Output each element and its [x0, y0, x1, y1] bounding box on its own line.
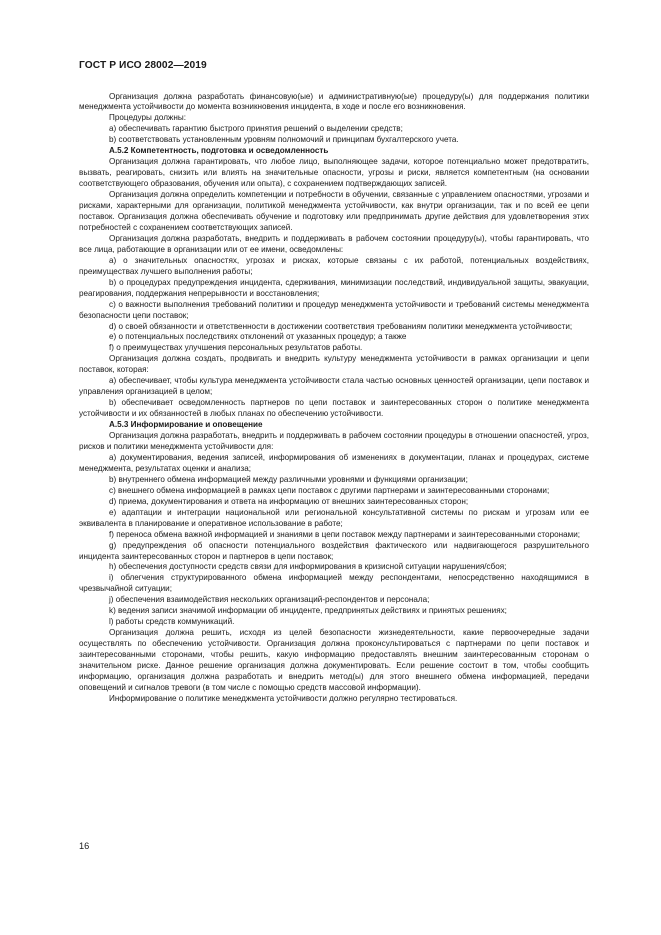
paragraph: Информирование о политике менеджмента устойчивости должно регулярно тестироваться.	[109, 693, 458, 703]
paragraph: a) обеспечивать гарантию быстрого принятия решений о выделении средств;	[109, 124, 403, 134]
paragraph: a) документирования, ведения записей, информирования об изменениях в документации, планах и процедурах, системе менеджмента, результатах оценки и анализа;	[79, 452, 589, 473]
paragraph: Организация должна разработать, внедрить и поддерживать в рабочем состоянии процедуру(ы), чтобы гарантировать, что все лица, работающие в организации или от ее имени, осведомлены:	[79, 233, 589, 254]
paragraph: Организация должна решить, исходя из целей безопасности жизнедеятельности, какие первоочередные задачи осуществлять по обеспечению устойчивости. Организация должна проконсультироваться с партнерами по цепи поставок и заинтересованными сторонами, чтобы решить, какую информацию предоставлять внешним заинтересованным сторонам о значительном риске. Данное решение организация должна документировать. Если решение состоит в том, чтобы сообщить информацию, организация должна разработать и внедрить метод(ы) для этого внешнего обмена информацией, передачи оповещений и сигналов тревоги (в том числе с помощью средств массовой информации).	[79, 628, 589, 692]
paragraph: d) приема, документирования и ответа на информацию от внешних заинтересованных сторон;	[109, 496, 469, 506]
paragraph: a) обеспечивает, чтобы культура менеджмента устойчивости стала частью основных ценностей организации, цепи поставок и управления организацией в целом;	[79, 376, 589, 397]
document-header: ГОСТ Р ИСО 28002—2019	[79, 60, 207, 71]
paragraph: k) ведения записи значимой информации об инциденте, предпринятых действиях и принятых решениях;	[109, 606, 507, 616]
paragraph: Процедуры должны:	[109, 113, 186, 123]
document-body	[79, 92, 589, 705]
paragraph: c) о важности выполнения требований политики и процедур менеджмента устойчивости и требований системы менеджмента безопасности цепи поставок;	[79, 299, 589, 320]
paragraph: Организация должна определить компетенции и потребности в обучении, связанные с управлением опасностями, угрозами и рисками, характерными для организации, политикой менеджмента устойчивости, как внутри организации, так и по всей ее цепи поставок. Организация должна обеспечивать обучение и подготовку или предпринимать другие действия для удовлетворения этих потребностей с сохранением соответствующих записей.	[79, 190, 589, 232]
paragraph: g) предупреждения об опасности потенциального воздействия фактического или надвигающегося разрушительного инцидента заинтересованных сторон и партнеров в цепи поставок;	[79, 540, 589, 561]
paragraph: e) адаптации и интеграции национальной или региональной консультативной системы по рискам и угрозам или ее эквивалента в планирование и оперативное использование в работе;	[79, 507, 589, 528]
paragraph: Организация должна создать, продвигать и внедрить культуру менеджмента устойчивости в рамках организации и цепи поставок, которая:	[79, 354, 589, 375]
section-heading: A.5.3 Информирование и оповещение	[109, 420, 263, 430]
paragraph: e) о потенциальных последствиях отклонений от указанных процедур; а также	[109, 332, 407, 342]
paragraph: b) о процедурах предупреждения инцидента, сдерживания, минимизации последствий, индивидуальной защиты, эвакуации, реагирования, поддержания непрерывности и восстановления;	[79, 277, 589, 298]
paragraph: a) о значительных опасностях, угрозах и рисках, которые связаны с их работой, потенциальных воздействиях, преимуществах лучшего выполнения работы;	[79, 255, 589, 276]
paragraph: i) облегчения структурированного обмена информацией между респондентами, непосредственно находящимися в чрезвычайной ситуации;	[79, 573, 589, 594]
paragraph: b) соответствовать установленным уровням полномочий и принципам бухгалтерского учета.	[109, 135, 459, 145]
page-number: 16	[79, 841, 90, 851]
paragraph: b) внутреннего обмена информацией между различными уровнями и функциями организации;	[109, 474, 468, 484]
paragraph: d) о своей обязанности и ответственности в достижении соответствия требованиям политики менеджмента устойчивости;	[109, 321, 573, 331]
paragraph: l) работы средств коммуникаций.	[109, 617, 235, 627]
paragraph: c) внешнего обмена информацией в рамках цепи поставок с другими партнерами и заинтересованными сторонами;	[109, 485, 550, 495]
paragraph: f) о преимуществах улучшения персональных результатов работы.	[109, 343, 363, 353]
paragraph: Организация должна гарантировать, что любое лицо, выполняющее задачи, которое потенциально может предотвратить, вызвать, реагировать, снизить или влиять на значительные опасности, угрозы и риски, является компетентным (на основании соответствующего образования, обучения или опыта), с сохранением подтверждающих записей.	[79, 157, 589, 189]
paragraph: Организация должна разработать финансовую(ые) и административную(ые) процедуру(ы) для поддержания политики менеджмента устойчивости до момента возникновения инцидента, в ходе и после его возникновения.	[79, 91, 589, 112]
paragraph: b) обеспечивает осведомленность партнеров по цепи поставок и заинтересованных сторон о политике менеджмента устойчивости и их обязанностей в любых планах по обеспечению устойчивости.	[79, 398, 589, 419]
paragraph: h) обеспечения доступности средств связи для информирования в кризисной ситуации нарушения/сбоя;	[109, 562, 507, 572]
paragraph: Организация должна разработать, внедрить и поддерживать в рабочем состоянии процедуры в отношении опасностей, угроз, рисков и политики менеджмента устойчивости для:	[79, 431, 589, 451]
paragraph: j) обеспечения взаимодействия нескольких организаций-респондентов и персонала;	[109, 595, 430, 605]
paragraph: f) переноса обмена важной информацией и знаниями в цепи поставок между партнерами и заинтересованными сторонами;	[109, 529, 581, 539]
section-heading: A.5.2 Компетентность, подготовка и осведомленность	[109, 146, 329, 156]
